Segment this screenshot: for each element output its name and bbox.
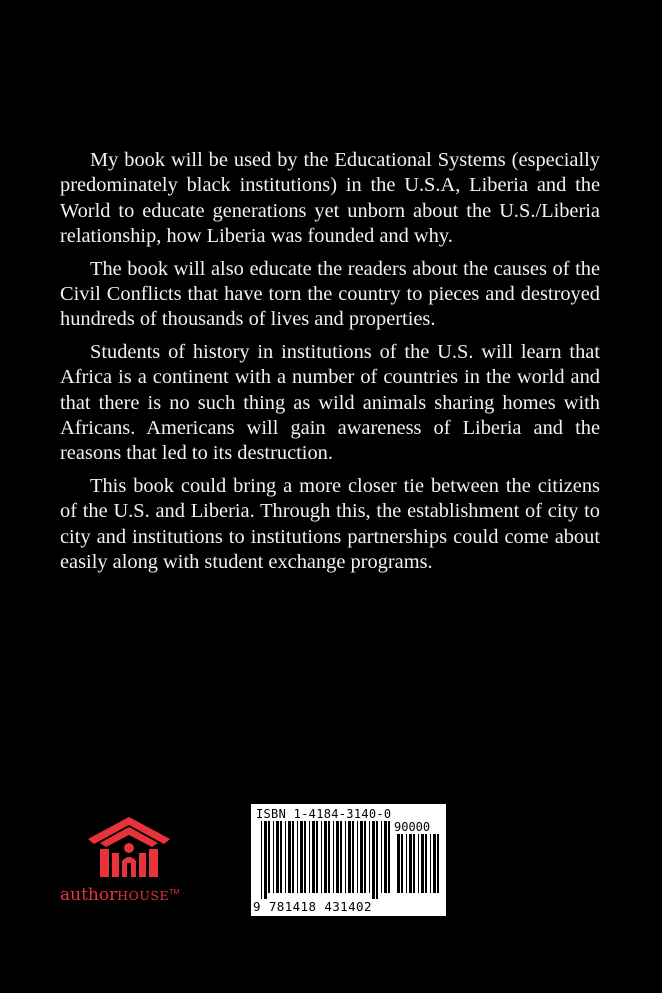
trademark-symbol: TM [169, 889, 180, 896]
back-cover-blurb [60, 148, 600, 583]
price-code: 90000 [394, 820, 431, 834]
wordmark-caps: HOUSE [117, 888, 170, 903]
ean-digits: 9 781418 431402 [253, 899, 372, 914]
wordmark-lower: author [60, 885, 118, 905]
house-book-icon [86, 815, 172, 879]
blurb-paragraph: The book will also educate the readers about the causes of the Civil Conflicts that have torn the country to pieces and destroyed hundreds of thousands of lives and properties. [60, 257, 600, 331]
ean-barcode-bars [261, 821, 393, 899]
blurb-paragraph: Students of history in institutions of the U.S. will learn that Africa is a continent with a number of countries in the world and that there is no such thing as wild animals sharing homes with Africans. Americans will gain awareness of Liberia and the reasons that led to its destruction. [60, 340, 600, 465]
blurb-paragraph: This book could bring a more closer tie between the citizens of the U.S. and Liberia. Through this, the establishment of city to city and institutions to institutions partnerships could come about easily along with student exchange programs. [60, 474, 600, 574]
publisher-wordmark [60, 885, 210, 905]
isbn-barcode [251, 804, 446, 916]
publisher-logo [60, 815, 210, 915]
addon-barcode-bars [397, 834, 441, 899]
blurb-paragraph: My book will be used by the Educational Systems (especially predominately black institutions) in the U.S.A, Liberia and the World to educate generations yet unborn about the U.S./Liberia relationship, how Liberia was founded and why. [60, 149, 600, 248]
isbn-label: ISBN 1-4184-3140-0 [256, 807, 392, 821]
